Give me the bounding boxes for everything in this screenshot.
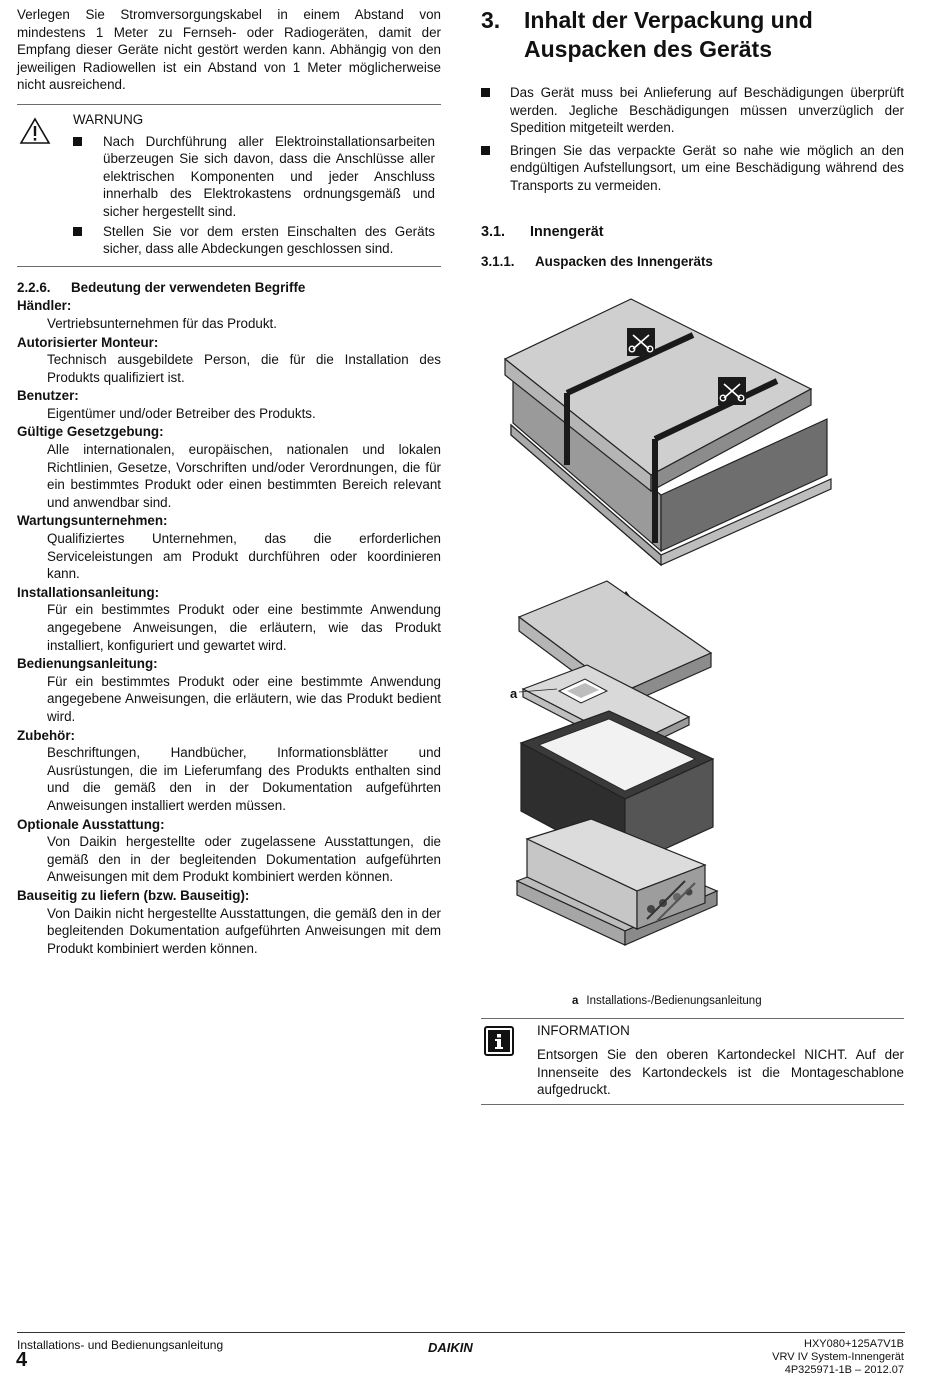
information-text: Entsorgen Sie den oberen Kartondeckel NICHT. Auf der Innenseite des Kartondeckels ist die Montageschablone aufgedruckt.: [537, 1046, 904, 1098]
subsubsection-heading: [481, 253, 904, 271]
page-number: 4: [16, 1349, 28, 1371]
packed-box: [505, 299, 831, 565]
glossary-term: Gültige Gesetzgebung:: [17, 424, 164, 440]
warning-item: Nach Durchführung aller Elektroinstallationsarbeiten überzeugen Sie sich davon, dass die Anschlüsse aller elektrischen Komponenten und jeder Anschluss innerhalb des Elektrokastens ordnungsgemäß und sicher hergestellt sind.: [73, 133, 435, 221]
figure-label-a: a: [510, 685, 518, 701]
glossary-term: Optionale Ausstattung:: [17, 816, 165, 832]
daikin-logo-text: DAIKIN: [428, 1340, 473, 1354]
subsubsection-number: 3.1.1.: [481, 254, 515, 270]
figure-caption: [572, 993, 904, 1011]
delivery-list: [481, 84, 904, 195]
daikin-logo: [428, 1340, 494, 1354]
unpacking-illustration: [481, 279, 904, 991]
bullet-square-icon: [73, 227, 82, 236]
caption-letter: a: [572, 994, 579, 1007]
bullet-square-icon: [481, 88, 490, 97]
footer-document-info: [772, 1338, 904, 1377]
information-title: INFORMATION: [537, 1023, 630, 1039]
delivery-item: Das Gerät muss bei Anlieferung auf Beschädigungen überprüft werden. Jegliche Beschädigungen müssen unverzüglich der Spedition mitgeteilt werden.: [481, 84, 904, 137]
glossary-definition: Von Daikin hergestellte oder zugelassene Ausstattungen, die gemäß den in der begleitenden Dokumentation aufgeführten Anweisungen mit dem Produkt kombiniert werden können.: [47, 834, 441, 885]
subsection-heading: [481, 224, 904, 242]
glossary-definition: Eigentümer und/oder Betreiber des Produkts.: [47, 405, 316, 421]
subsection-title: Innengerät: [530, 223, 604, 240]
subsection-number: 3.1.: [481, 223, 506, 240]
chapter-title: Inhalt der Verpackung und Auspacken des Geräts: [524, 7, 813, 62]
glossary-definition: Technisch ausgebildete Person, die für die Installation des Produkts qualifiziert ist.: [47, 352, 441, 385]
info-icon: [484, 1026, 514, 1056]
chapter-heading: [481, 6, 904, 64]
footer-model: HXY080+125A7V1B: [804, 1338, 904, 1350]
bullet-square-icon: [73, 137, 82, 146]
glossary-definition: Von Daikin nicht hergestellte Ausstattungen, die gemäß den in der begleitenden Dokumentation aufgeführten Anweisungen mit dem Produkt kombiniert werden können.: [47, 905, 441, 956]
bullet-square-icon: [481, 146, 490, 155]
right-column: [481, 6, 904, 1105]
caption-text: Installations-/Bedienungsanleitung: [586, 994, 762, 1007]
section-heading: [17, 279, 441, 297]
glossary-definition: Vertriebsunternehmen für das Produkt.: [47, 315, 278, 331]
warning-item: Stellen Sie vor dem ersten Einschalten des Geräts sicher, dass alle Abdeckungen geschlossen sind.: [73, 223, 435, 258]
glossary-definition: Qualifiziertes Unternehmen, das die erforderlichen Serviceleistungen am Produkt durchführen oder koordinieren kann.: [47, 531, 441, 582]
subsubsection-title: Auspacken des Innengeräts: [535, 254, 713, 270]
footer-divider: [17, 1332, 905, 1333]
footer-doc-number: 4P325971-1B – 2012.07: [784, 1364, 904, 1376]
section-title: Bedeutung der verwendeten Begriffe: [71, 279, 306, 295]
glossary-term: Autorisierter Monteur:: [17, 334, 159, 350]
glossary-term: Händler:: [17, 298, 72, 314]
glossary-term: Zubehör:: [17, 727, 76, 743]
glossary: [17, 297, 441, 957]
warning-list: [73, 133, 435, 258]
left-column: [17, 6, 441, 957]
glossary-term: Wartungsunternehmen:: [17, 513, 168, 529]
information-box: [481, 1018, 904, 1104]
intro-paragraph: Verlegen Sie Stromversorgungskabel in einem Abstand von mindestens 1 Meter zu Fernseh- oder Radiogeräten, damit der Empfang dieser Geräte nicht gestört werden kann. Abhängig von den jeweiligen Radiowellen ist ein Abstand von 1 Meter möglicherweise nicht ausreichend.: [17, 7, 441, 93]
glossary-definition: Alle internationalen, europäischen, nationalen und lokalen Richtlinien, Gesetze, Vorschriften und/oder Verordnungen, die für ein bestimmtes Produkt oder einen bestimmten Bereich relevant und anwendbar sind.: [47, 442, 441, 510]
exploded-view: [517, 581, 717, 945]
glossary-definition: Für ein bestimmtes Produkt oder eine bestimmte Anwendung angegebene Anweisungen, die erläutern, wie das Produkt installiert, konfiguriert und gewartet wird.: [47, 602, 441, 653]
scissors-icon: [718, 377, 746, 405]
glossary-term: Installationsanleitung:: [17, 584, 160, 600]
footer-manual-title: Installations- und Bedienungsanleitung: [17, 1338, 224, 1352]
unpacking-figure: [481, 279, 904, 991]
delivery-item: Bringen Sie das verpackte Gerät so nahe wie möglich an den endgültigen Aufstellungsort, um eine Beschädigung während des Transports zu vermeiden.: [481, 142, 904, 195]
chapter-number: 3.: [481, 7, 501, 33]
glossary-term: Bauseitig zu liefern (bzw. Bauseitig):: [17, 887, 250, 903]
glossary-definition: Beschriftungen, Handbücher, Informationsblätter und Ausrüstungen, die im Lieferumfang des Produkts enthalten sind und die gemäß den in der Dokumentation aufgeführten Anweisungen installiert werden müssen.: [47, 745, 441, 813]
warning-box: [17, 104, 441, 267]
glossary-definition: Für ein bestimmtes Produkt oder eine bestimmte Anwendung angegebene Anweisungen, die erläutern, wie das Produkt bedient wird.: [47, 673, 441, 724]
warning-triangle-icon: [19, 117, 51, 145]
section-number: 2.2.6.: [17, 279, 51, 295]
glossary-term: Bedienungsanleitung:: [17, 656, 158, 672]
glossary-term: Benutzer:: [17, 388, 79, 404]
warning-title: WARNUNG: [73, 111, 144, 127]
footer-product: VRV IV System-Innengerät: [772, 1351, 904, 1363]
scissors-icon: [627, 328, 655, 356]
